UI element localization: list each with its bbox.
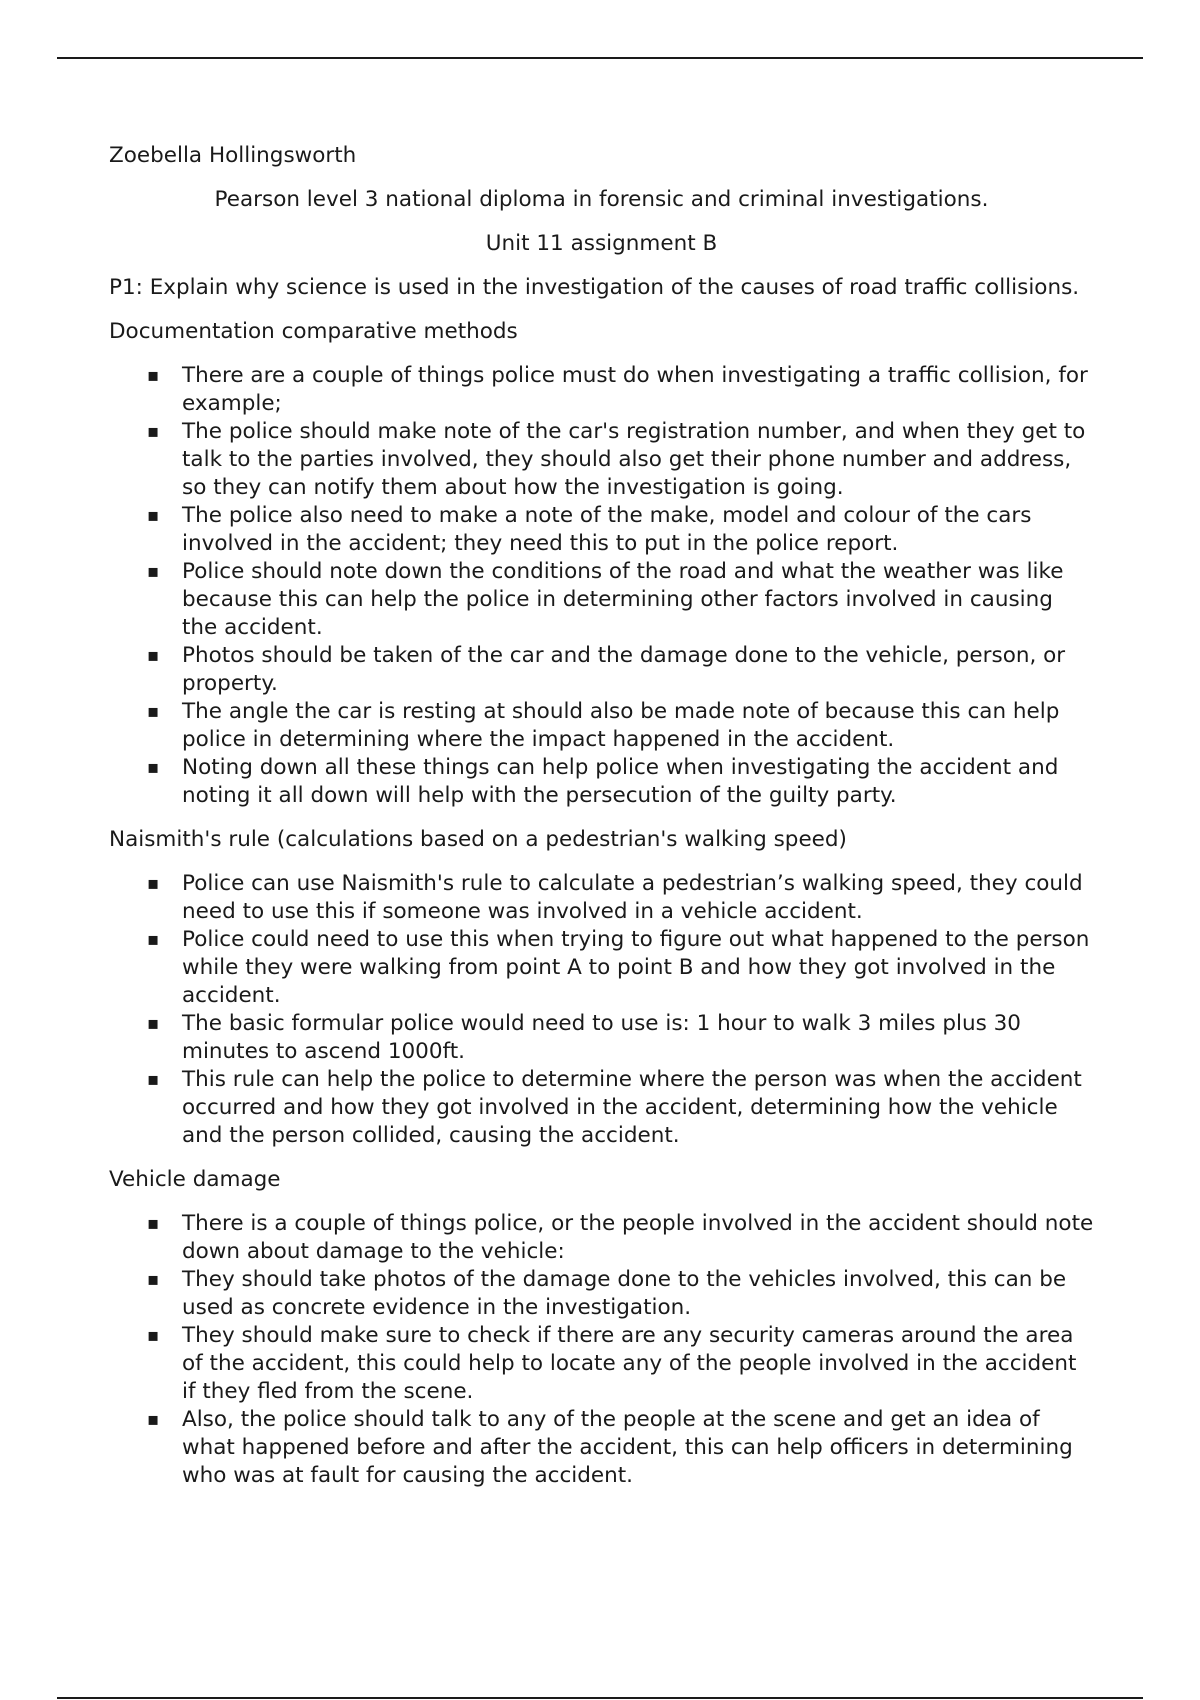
header-rule bbox=[57, 57, 1143, 59]
bullet-list bbox=[109, 870, 1094, 1150]
list-item bbox=[109, 362, 1094, 418]
list-item-text: The angle the car is resting at should also be made note of because this can help police in determining where the impact happened in the accident. bbox=[182, 699, 1060, 752]
assignment-title: Unit 11 assignment B bbox=[485, 231, 718, 256]
list-item-text: This rule can help the police to determine where the person was when the accident occurred and how they got involved in the accident, determining how the vehicle and the person collided, causing the accident. bbox=[182, 1067, 1082, 1148]
bullet-icon: ▪ bbox=[147, 421, 160, 442]
list-item-text: Police could need to use this when trying to figure out what happened to the person while they were walking from point A to point B and how they got involved in the accident. bbox=[182, 927, 1090, 1008]
section-heading: Vehicle damage bbox=[109, 1167, 281, 1192]
list-item bbox=[109, 754, 1094, 810]
list-item-text: The basic formular police would need to use is: 1 hour to walk 3 miles plus 30 minutes to ascend 1000ft. bbox=[182, 1011, 1021, 1064]
list-item bbox=[109, 642, 1094, 698]
list-item bbox=[109, 926, 1094, 1010]
list-item-text: The police also need to make a note of the make, model and colour of the cars involved in the accident; they need this to put in the police report. bbox=[182, 503, 1032, 556]
list-item bbox=[109, 1266, 1094, 1322]
list-item-text: They should make sure to check if there are any security cameras around the area of the accident, this could help to locate any of the people involved in the accident if they fled from the scene. bbox=[182, 1323, 1077, 1404]
bullet-icon: ▪ bbox=[147, 505, 160, 526]
bullet-icon: ▪ bbox=[147, 929, 160, 950]
bullet-icon: ▪ bbox=[147, 1069, 160, 1090]
bullet-icon: ▪ bbox=[147, 365, 160, 386]
list-item bbox=[109, 698, 1094, 754]
list-item-text: Noting down all these things can help police when investigating the accident and noting it all down will help with the persecution of the guilty party. bbox=[182, 755, 1059, 808]
bullet-icon: ▪ bbox=[147, 1325, 160, 1346]
list-item bbox=[109, 418, 1094, 502]
bullet-icon: ▪ bbox=[147, 873, 160, 894]
list-item-text: Photos should be taken of the car and the damage done to the vehicle, person, or property. bbox=[182, 643, 1066, 696]
list-item bbox=[109, 1010, 1094, 1066]
question-text: P1: Explain why science is used in the investigation of the causes of road traffic collisions. bbox=[109, 275, 1080, 300]
bullet-icon: ▪ bbox=[147, 1013, 160, 1034]
list-item bbox=[109, 870, 1094, 926]
list-item bbox=[109, 1066, 1094, 1150]
list-item-text: Police should note down the conditions of the road and what the weather was like because this can help the police in determining other factors involved in causing the accident. bbox=[182, 559, 1064, 640]
document-body bbox=[109, 142, 1094, 1506]
list-item bbox=[109, 1406, 1094, 1490]
list-item-text: There are a couple of things police must do when investigating a traffic collision, for example; bbox=[182, 363, 1088, 416]
bullet-list bbox=[109, 362, 1094, 810]
bullet-icon: ▪ bbox=[147, 701, 160, 722]
list-item-text: They should take photos of the damage done to the vehicles involved, this can be used as concrete evidence in the investigation. bbox=[182, 1267, 1067, 1320]
section-heading: Naismith's rule (calculations based on a pedestrian's walking speed) bbox=[109, 827, 847, 852]
list-item-text: The police should make note of the car's registration number, and when they get to talk to the parties involved, they should also get their phone number and address, so they can notify them about how the investigation is going. bbox=[182, 419, 1086, 500]
bullet-icon: ▪ bbox=[147, 757, 160, 778]
list-item-text: Police can use Naismith's rule to calculate a pedestrian’s walking speed, they could need to use this if someone was involved in a vehicle accident. bbox=[182, 871, 1083, 924]
bullet-list bbox=[109, 1210, 1094, 1490]
list-item-text: Also, the police should talk to any of the people at the scene and get an idea of what happened before and after the accident, this can help officers in determining who was at fault for causing the accident. bbox=[182, 1407, 1073, 1488]
list-item bbox=[109, 558, 1094, 642]
list-item bbox=[109, 1210, 1094, 1266]
course-title: Pearson level 3 national diploma in forensic and criminal investigations. bbox=[214, 187, 989, 212]
bullet-icon: ▪ bbox=[147, 1269, 160, 1290]
list-item bbox=[109, 502, 1094, 558]
bullet-icon: ▪ bbox=[147, 1213, 160, 1234]
footer-rule bbox=[57, 1697, 1143, 1699]
author-name: Zoebella Hollingsworth bbox=[109, 143, 357, 168]
bullet-icon: ▪ bbox=[147, 561, 160, 582]
bullet-icon: ▪ bbox=[147, 645, 160, 666]
list-item-text: There is a couple of things police, or the people involved in the accident should note down about damage to the vehicle: bbox=[182, 1211, 1094, 1264]
list-item bbox=[109, 1322, 1094, 1406]
bullet-icon: ▪ bbox=[147, 1409, 160, 1430]
section-heading: Documentation comparative methods bbox=[109, 319, 518, 344]
